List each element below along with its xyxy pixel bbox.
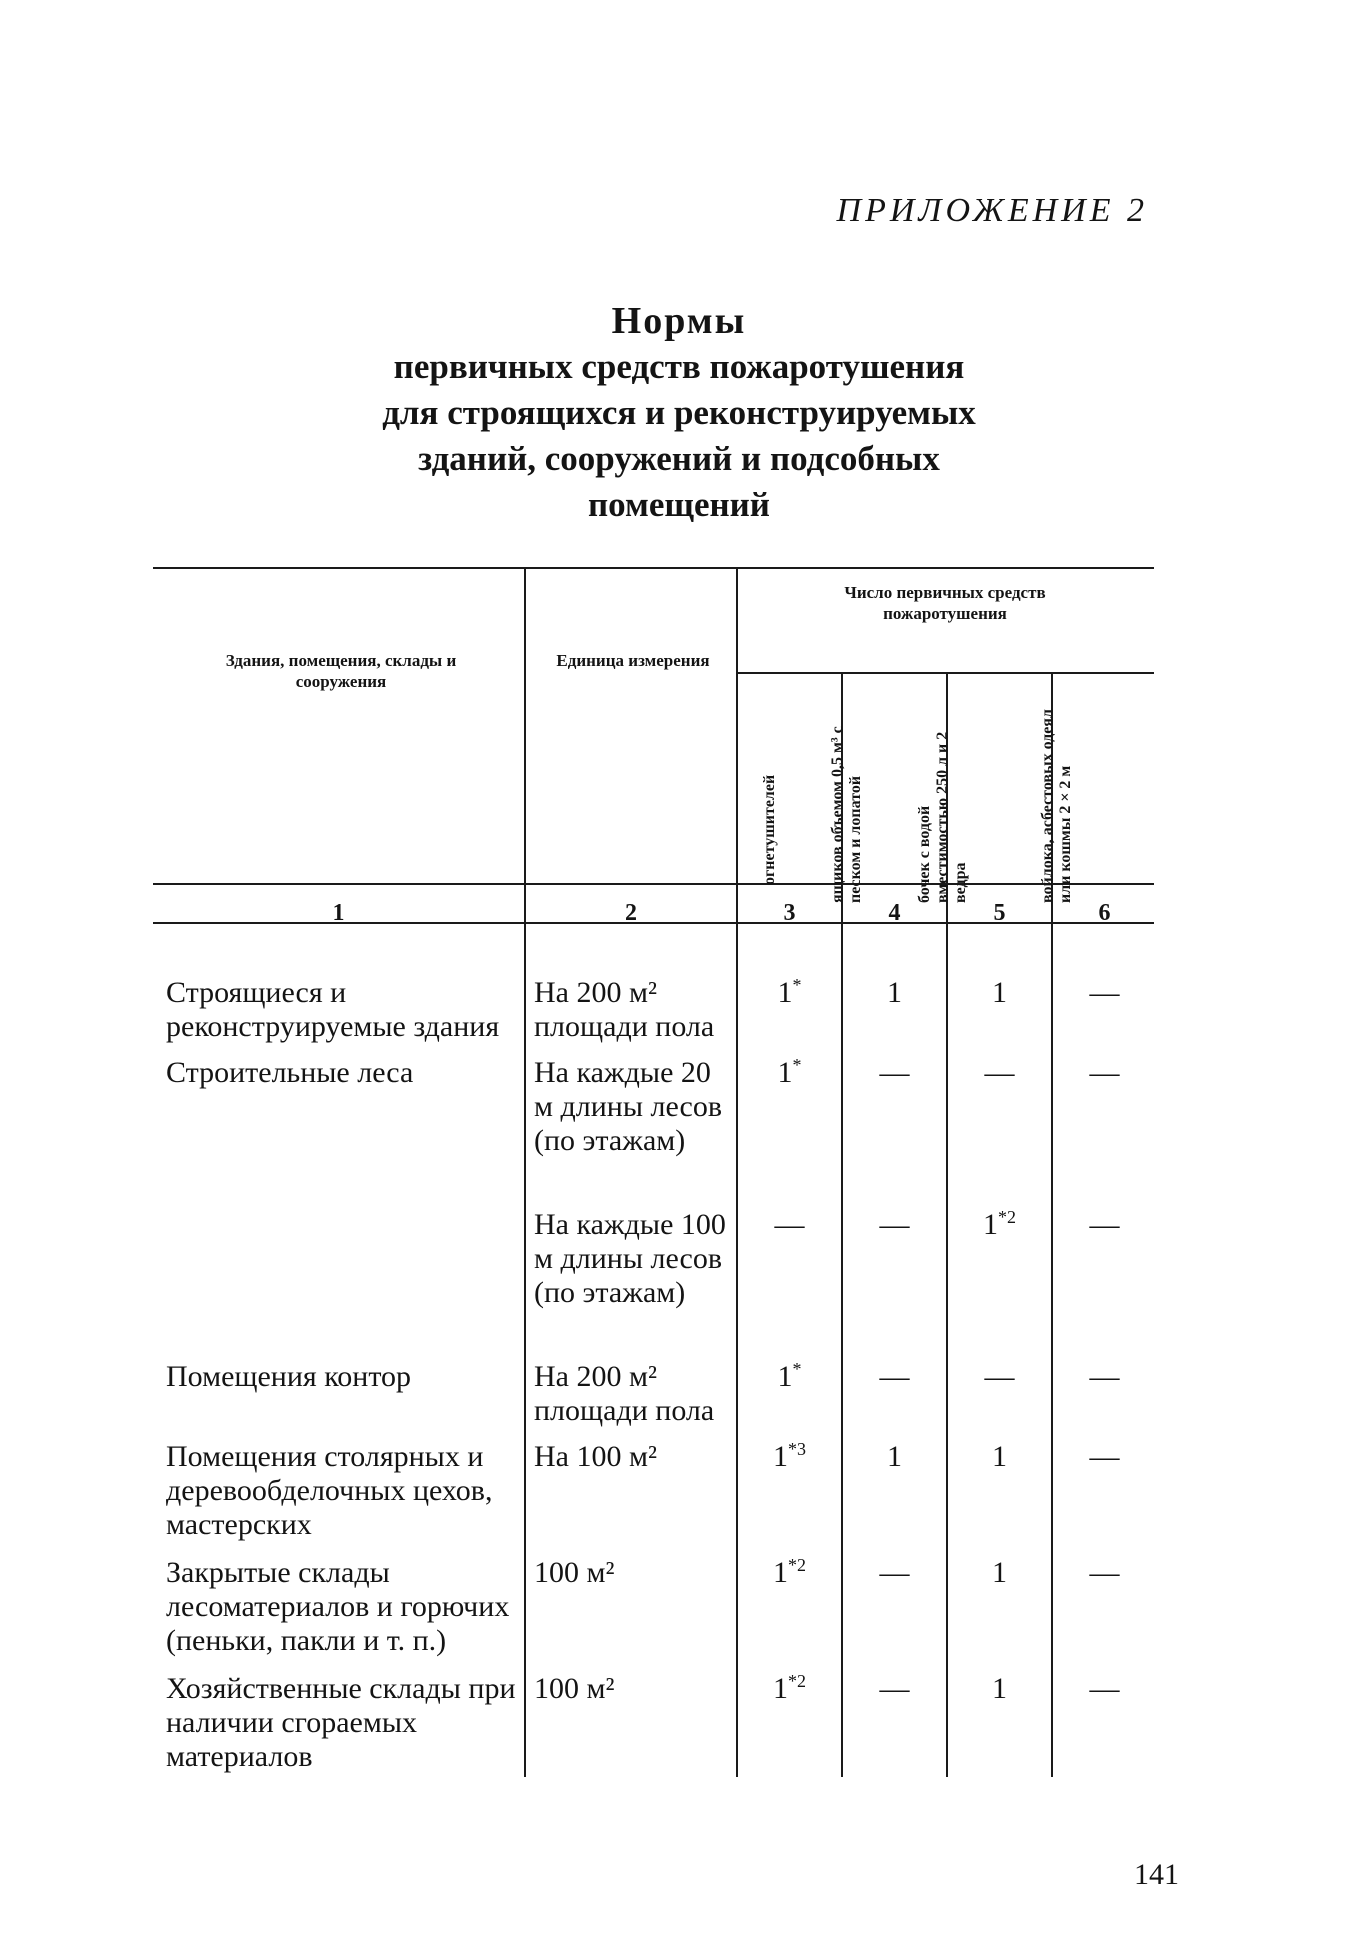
- header-water-barrels: бочек с водой вместимостью 250 л и 2 ведра: [915, 731, 969, 903]
- title-line: помещений: [588, 485, 770, 524]
- page-number: 141: [1134, 1858, 1179, 1891]
- row-unit: На каждые 100 м длины лесов (по этажам): [534, 1208, 726, 1309]
- row-unit: На 200 м² площади пола: [534, 976, 715, 1043]
- title-line: первичных средств пожаротушения: [393, 347, 965, 386]
- title-line: зданий, сооружений и подсобных: [418, 439, 940, 478]
- row-extinguishers: —: [774, 1208, 805, 1241]
- row-water-barrels: —: [984, 1360, 1015, 1393]
- row-extinguishers: 1*: [777, 1359, 802, 1393]
- row-unit: На 200 м² площади пола: [534, 1360, 715, 1427]
- column-number: 2: [625, 900, 637, 926]
- header-buildings: Здания, помещения, склады и сооружения: [225, 651, 457, 691]
- column-number: 1: [332, 900, 345, 926]
- header-unit: Единица измерения: [556, 651, 710, 670]
- row-sand-boxes: 1: [887, 1440, 902, 1473]
- row-building: Хозяйственные склады при наличии сгораемых материалов: [166, 1672, 516, 1773]
- header-felt-blankets: войлока, асбестовых одеял или кошмы 2 × 2 м: [1038, 709, 1074, 903]
- row-felt-blankets: —: [1089, 1056, 1120, 1089]
- row-sand-boxes: 1: [887, 976, 902, 1009]
- row-unit: На каждые 20 м длины лесов (по этажам): [534, 1056, 722, 1157]
- row-felt-blankets: —: [1089, 1440, 1120, 1473]
- header-group: Число первичных средств пожаротушения: [844, 583, 1046, 623]
- row-felt-blankets: —: [1089, 1672, 1120, 1705]
- row-building: Помещения столярных и деревообделочных цехов, мастерских: [166, 1440, 493, 1541]
- title-line: Нормы: [611, 300, 747, 342]
- row-sand-boxes: —: [879, 1056, 910, 1089]
- row-felt-blankets: —: [1089, 976, 1120, 1009]
- row-felt-blankets: —: [1089, 1556, 1120, 1589]
- row-building: Строительные леса: [166, 1056, 414, 1089]
- row-extinguishers: 1*: [777, 1055, 802, 1089]
- row-building: Строящиеся и реконструируемые здания: [166, 976, 500, 1043]
- row-water-barrels: 1: [992, 1672, 1007, 1705]
- row-extinguishers: 1$^{*3}$: [773, 1439, 806, 1473]
- column-number: 4: [888, 900, 901, 926]
- appendix-label: ПРИЛОЖЕНИЕ 2: [836, 192, 1148, 229]
- title-line: для строящихся и реконструируемых: [382, 393, 976, 432]
- row-felt-blankets: —: [1089, 1360, 1120, 1393]
- header-sand-boxes: ящиков объемом 0,5 м³ с песком и лопатой: [828, 726, 864, 903]
- row-extinguishers: 1*: [777, 975, 802, 1009]
- row-sand-boxes: —: [879, 1556, 910, 1589]
- row-building: Закрытые склады лесоматериалов и горючих (пеньки, пакли и т. п.): [166, 1556, 510, 1657]
- header-bottom-rule: [153, 883, 1154, 885]
- group-header-rule: [736, 672, 1154, 674]
- row-unit: 100 м²: [534, 1556, 615, 1589]
- col-divider: [736, 567, 738, 1777]
- row-unit: На 100 м²: [534, 1440, 657, 1473]
- column-number: 5: [993, 900, 1006, 926]
- row-extinguishers: 1$^{*2}$: [773, 1555, 806, 1589]
- row-extinguishers: 1$^{*2}$: [773, 1671, 806, 1705]
- document-title: [0, 298, 1358, 528]
- row-water-barrels: 1: [992, 1440, 1007, 1473]
- column-number: 3: [783, 900, 796, 926]
- row-sand-boxes: —: [879, 1672, 910, 1705]
- row-water-barrels: —: [984, 1056, 1015, 1089]
- row-unit: 100 м²: [534, 1672, 615, 1705]
- column-number: 6: [1098, 900, 1111, 926]
- table-top-rule: [153, 567, 1154, 569]
- row-building: Помещения контор: [166, 1360, 412, 1393]
- row-water-barrels: 1: [992, 976, 1007, 1009]
- row-water-barrels: 1: [992, 1556, 1007, 1589]
- col-divider: [524, 567, 526, 1777]
- row-sand-boxes: —: [879, 1360, 910, 1393]
- row-felt-blankets: —: [1089, 1208, 1120, 1241]
- row-sand-boxes: —: [879, 1208, 910, 1241]
- header-extinguishers: огнетушителей: [760, 774, 778, 885]
- row-water-barrels: 1$^{*2}$: [983, 1207, 1016, 1241]
